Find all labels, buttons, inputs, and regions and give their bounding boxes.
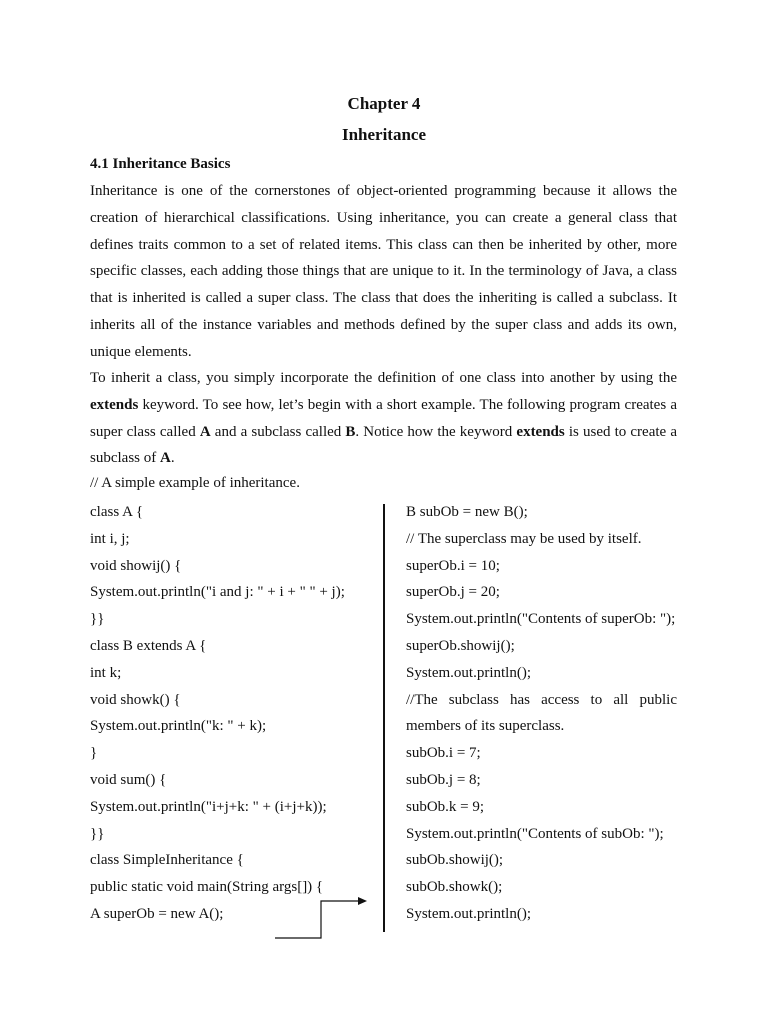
code-line: superOb.showij(); — [406, 637, 515, 654]
text-run: . Notice how the keyword — [355, 423, 517, 440]
code-line: public static void main(String args[]) { — [90, 879, 324, 896]
code-line: System.out.println("i+j+k: " + (i+j+k)); — [90, 798, 327, 815]
class-name-a: A — [160, 450, 171, 467]
code-line: class SimpleInheritance { — [90, 852, 244, 869]
code-line: System.out.println(); — [406, 664, 531, 681]
text-run: is used to create a subclass of — [90, 423, 677, 467]
code-line: void sum() { — [90, 771, 167, 788]
continuation-arrow-icon — [270, 890, 380, 950]
code-line: System.out.println("Contents of superOb: "); — [406, 611, 676, 628]
section-heading: 4.1 Inheritance Basics — [90, 156, 231, 172]
extends-paragraph — [90, 365, 677, 472]
text-run: and a subclass called — [210, 423, 346, 440]
keyword-extends: extends — [90, 396, 139, 413]
code-line: subOb.i = 7; — [406, 745, 481, 762]
code-line: int i, j; — [90, 530, 130, 547]
code-line: class A { — [90, 504, 144, 520]
class-name-a: A — [199, 423, 211, 440]
chapter-number: Chapter 4 — [347, 94, 421, 113]
code-line: subOb.showk(); — [406, 879, 503, 896]
keyword-extends: extends — [516, 423, 565, 440]
example-comment: // A simple example of inheritance. — [90, 475, 300, 491]
code-line: System.out.println("k: " + k); — [90, 718, 267, 735]
code-line: System.out.println("i and j: " + i + " " + j); — [90, 584, 345, 601]
chapter-title: Inheritance — [341, 125, 427, 144]
code-line: class B extends A { — [90, 637, 207, 654]
code-line: B subOb = new B(); — [406, 504, 528, 520]
code-line: superOb.j = 20; — [406, 584, 500, 601]
intro-paragraph: Inheritance is one of the cornerstones of object-oriented programming because it allows the creation of hierarchical classifications. Using inheritance, you can create a general class that defines traits common to a set of related items. This class can then be inherited by other, more specific classes, each adding those things that are unique to it. In the terminology of Java, a class that is inherited is called a super class. The class that does the inheriting is called a subclass. It inherits all of the instance variables and methods defined by the super class and adds its own, unique elements. — [90, 183, 677, 360]
code-line: // The superclass may be used by itself. — [406, 530, 642, 547]
code-line: void showij() { — [90, 557, 182, 574]
code-line: System.out.println("Contents of subOb: "); — [406, 825, 664, 842]
code-line: //The subclass has access to all public members of its superclass. — [406, 691, 677, 735]
text-run: keyword. To see how, let’s begin with a short example. The following program creates a super class called — [90, 396, 677, 440]
code-line: int k; — [90, 664, 122, 681]
code-line: }} — [90, 611, 105, 628]
class-name-b: B — [345, 423, 356, 440]
code-line: subOb.showij(); — [406, 852, 504, 869]
text-run: . — [170, 450, 175, 467]
code-line: superOb.i = 10; — [406, 557, 500, 574]
code-column-left — [90, 499, 375, 928]
code-line: A superOb = new A(); — [90, 905, 224, 922]
code-line: void showk() { — [90, 691, 181, 708]
code-line: subOb.k = 9; — [406, 798, 485, 815]
code-line: subOb.j = 8; — [406, 771, 481, 788]
text-run: To inherit a class, you simply incorporate the definition of one class into another by using the — [90, 370, 677, 386]
code-line: System.out.println(); — [406, 905, 531, 922]
code-line: }} — [90, 825, 105, 842]
code-line: } — [90, 745, 98, 762]
code-column-right — [406, 499, 677, 928]
column-divider — [383, 504, 385, 932]
